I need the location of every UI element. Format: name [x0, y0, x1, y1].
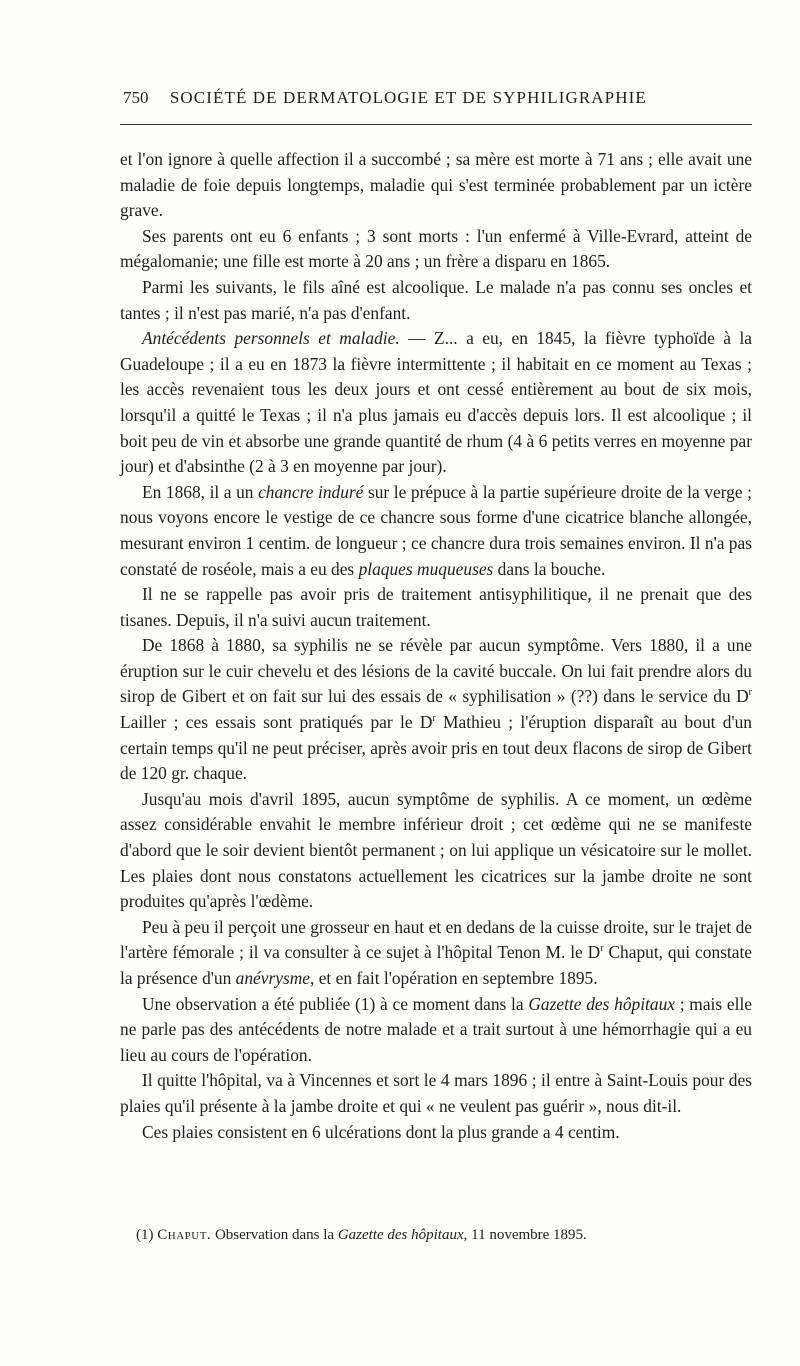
paragraph: et l'on ignore à quelle affection il a succombé ; sa mère est morte à 71 ans ; elle avait une maladie de foie depuis longtemps, maladie qui s'est terminée probablement par un ictère grave. [120, 149, 752, 221]
body-text [120, 147, 752, 1145]
paragraph: Ses parents ont eu 6 enfants ; 3 sont morts : l'un enfermé à Ville-Evrard, atteint de mégalomanie; une fille est morte à 20 ans ; un frère a disparu en 1865. [120, 225, 752, 272]
paragraph: Peu à peu il perçoit une grosseur en haut et en dedans de la cuisse droite, sur le trajet de l'artère fémorale ; il va consulter à ce sujet à l'hôpital Tenon M. le $D^r$ Chaput, qui constate la présence d'un anévrysme, et en fait l'opération en septembre 1895. [120, 916, 753, 988]
paragraph: Il ne se rappelle pas avoir pris de traitement antisyphilitique, il ne prenait que des tisanes. Depuis, il n'a suivi aucun traitement. [120, 584, 752, 630]
running-title: SOCIÉTÉ DE DERMATOLOGIE ET DE SYPHILIGRAPHIE [169, 88, 647, 107]
paragraph: En 1868, il a un chancre induré sur le prépuce à la partie supérieure droite de la verge ; nous voyons encore le vestige de ce chancre sous forme d'une cicatrice blanche allongée, mesurant environ 1 centim. de longueur ; ce chancre dura trois semaines environ. Il n'a pas constaté de roséole, mais a eu des plaques muqueuses dans la bouche. [120, 481, 752, 579]
running-header [123, 88, 753, 108]
paragraph: Antécédents personnels et maladie. — Z... a eu, en 1845, la fièvre typhoïde à la Guadeloupe ; il a eu en 1873 la fièvre intermittente ; il habitait en ce moment au Texas ; les accès revenaient tous les deux jours et ont cessé entièrement au bout de six mois, lorsqu'il a quitté le Texas ; il n'a plus jamais eu d'accès depuis lors. Il est alcoolique ; il boit peu de vin et absorbe une grande quantité de rhum (4 à 6 petits verres en moyenne par jour) et d'absinthe (2 à 3 en moyenne par jour). [120, 328, 752, 477]
paragraph: Il quitte l'hôpital, va à Vincennes et sort le 4 mars 1896 ; il entre à Saint-Louis pour des plaies qu'il présente à la jambe droite et qui « ne veulent pas guérir », nous dit-il. [120, 1070, 752, 1116]
section-heading: Antécédents personnels et maladie. [142, 328, 400, 349]
paragraph: Une observation a été publiée (1) à ce moment dans la Gazette des hôpitaux ; mais elle ne parle pas des antécédents de notre malade et a trait surtout à une hémorrhagie qui a eu lieu au cours de l'opération. [120, 993, 752, 1065]
footnote: (1) Chaput. Observation dans la Gazette des hôpitaux, 11 novembre 1895. [136, 1227, 587, 1243]
paragraph: De 1868 à 1880, sa syphilis ne se révèle par aucun symptôme. Vers 1880, il a une éruption sur le cuir chevelu et des lésions de la cavité buccale. On lui fait prendre alors du sirop de Gibert et on fait sur lui des essais de « syphilisation » (??) dans le service du $D^r$ Lailler ; ces essais sont pratiqués par le $D^r$ Mathieu ; l'éruption disparaît au bout d'un certain temps qu'il ne peut préciser, après avoir pris en tout deux flacons de sirop de Gibert de 120 gr. chaque. [120, 635, 752, 784]
header-rule [120, 124, 752, 125]
footnote-author: Chaput. [157, 1227, 212, 1243]
paragraph: Jusqu'au mois d'avril 1895, aucun symptôme de syphilis. A ce moment, un œdème assez considérable envahit le membre inférieur droit ; cet œdème qui ne se manifeste d'abord que le soir devient bientôt permanent ; on lui applique un vésicatoire sur le mollet. Les plaies dont nous constatons actuellement les cicatrices sur la jambe droite ne sont produites qu'après l'œdème. [120, 788, 752, 912]
footnote-mark: (1) [136, 1227, 154, 1243]
paragraph: Ces plaies consistent en 6 ulcérations dont la plus grande a 4 centim. [142, 1121, 620, 1142]
page-number: 750 [123, 88, 149, 107]
paragraph: Parmi les suivants, le fils aîné est alcoolique. Le malade n'a pas connu ses oncles et tantes ; il n'est pas marié, n'a pas d'enfant. [120, 276, 752, 323]
